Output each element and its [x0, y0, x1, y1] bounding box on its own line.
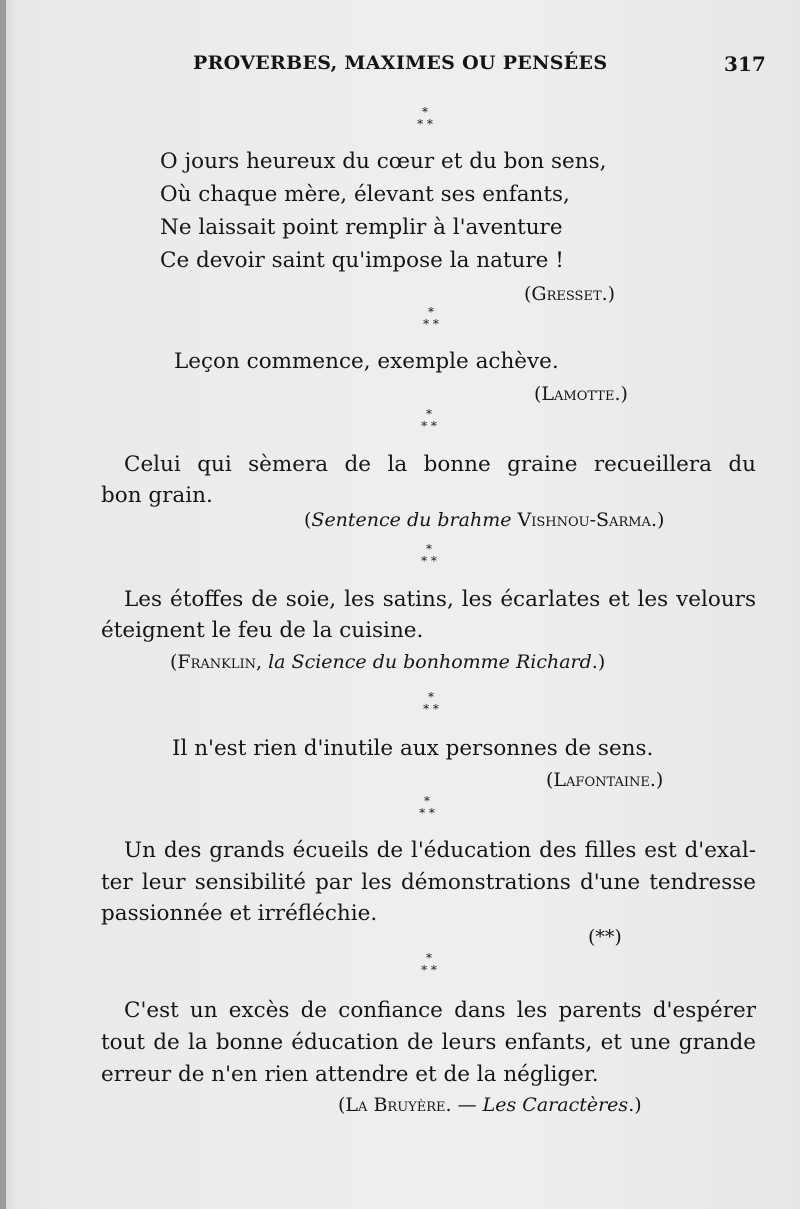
attribution-gresset: (Gresset.) — [524, 283, 616, 305]
attribution-lamotte: (Lamotte.) — [534, 383, 628, 405]
asterism-separator: * * * — [417, 105, 433, 131]
quote-line: Les étoffes de soie, les satins, les écarlates et les velours — [124, 587, 756, 612]
quote-line: ter leur sensibilité par les démonstrations d'une tendresse — [101, 870, 756, 895]
verse-line: Ce devoir saint qu'impose la nature ! — [160, 248, 564, 273]
asterism-separator: * * * — [421, 951, 437, 977]
quote-lafontaine: Il n'est rien d'inutile aux personnes de sens. — [172, 736, 654, 761]
quote-line: tout de la bonne éducation de leurs enfants, et une grande — [101, 1030, 756, 1055]
attribution-vishnou-sarma: (Sentence du brahme Vishnou-Sarma.) — [304, 509, 665, 531]
attribution-anonymous: (**) — [588, 926, 622, 948]
quote-gresset — [160, 145, 607, 277]
attribution-la-bruyere: (La Bruyère. — Les Caractères.) — [338, 1094, 642, 1116]
quote-line: Un des grands écueils de l'éducation des filles est d'exal- — [124, 838, 756, 863]
verse-line: Où chaque mère, élevant ses enfants, — [160, 182, 570, 207]
asterism-separator: * * * — [423, 690, 439, 716]
asterism-separator: * * * — [421, 407, 437, 433]
page-number: 317 — [724, 52, 766, 76]
verse-line: Ne laissait point remplir à l'aventure — [160, 215, 563, 240]
quote-line: Celui qui sèmera de la bonne graine recueillera du — [124, 452, 756, 477]
quote-line: C'est un excès de confiance dans les parents d'espérer — [124, 998, 756, 1023]
attribution-franklin: (Franklin, la Science du bonhomme Richard.) — [170, 651, 606, 673]
running-header: PROVERBES, MAXIMES OU PENSÉES — [193, 52, 608, 74]
verse-line: O jours heureux du cœur et du bon sens, — [160, 149, 607, 174]
asterism-separator: * * * — [419, 794, 435, 820]
quote-line: erreur de n'en rien attendre et de la négliger. — [101, 1062, 599, 1087]
quote-line: éteignent le feu de la cuisine. — [101, 618, 424, 643]
asterism-separator: * * * — [423, 305, 439, 331]
quote-lamotte: Leçon commence, exemple achève. — [174, 349, 559, 374]
quote-line: bon grain. — [101, 483, 213, 508]
attribution-lafontaine: (Lafontaine.) — [546, 769, 664, 791]
page-edge-shadow — [0, 0, 6, 1209]
quote-line: passionnée et irréfléchie. — [101, 901, 378, 926]
asterism-separator: * * * — [421, 542, 437, 568]
